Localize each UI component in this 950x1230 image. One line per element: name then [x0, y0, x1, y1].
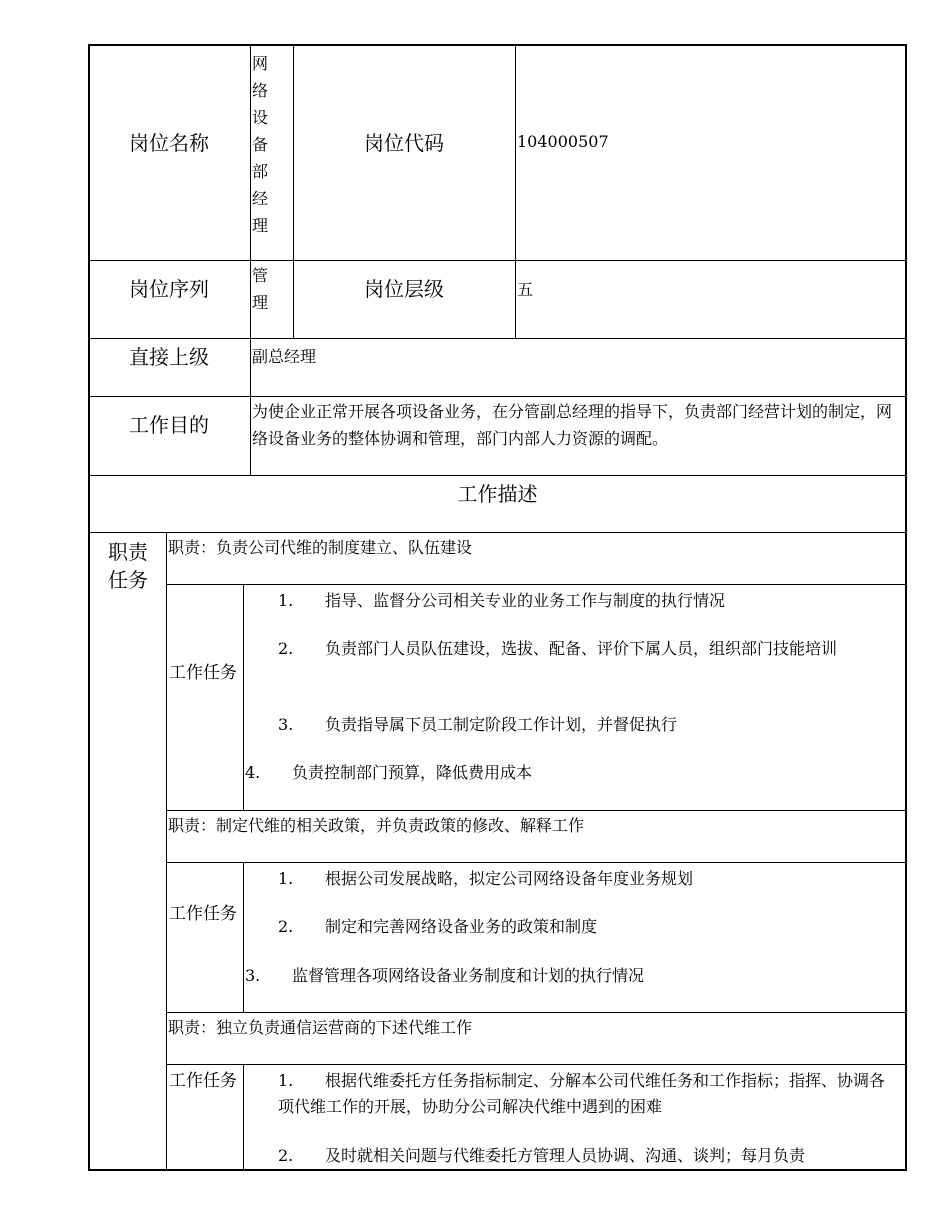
row-divider: [88, 338, 907, 339]
col-divider: [166, 532, 167, 1171]
row-divider: [166, 862, 907, 863]
col-divider: [243, 862, 244, 1012]
task-item: 2. 及时就相关问题与代维委托方管理人员协调、沟通、谈判；每月负责: [278, 1146, 806, 1165]
row-divider: [88, 532, 907, 533]
col-divider: [243, 1064, 244, 1171]
col-divider: [515, 44, 516, 338]
row-divider: [88, 475, 907, 476]
task-item: 3. 负责指导属下员工制定阶段工作计划，并督促执行: [278, 715, 678, 734]
description-title: 工作描述: [457, 482, 538, 506]
row-divider: [166, 1012, 907, 1013]
task-item: 1. 根据代维委托方任务指标制定、分解本公司代维任务和工作指标；指挥、协调各项代维工作的开展，协助分公司解决代维中遇到的困难: [278, 1071, 886, 1116]
task-label: 工作任务: [169, 1071, 237, 1091]
row-divider: [88, 396, 907, 397]
post-code-label: 岗位代码: [364, 131, 444, 155]
row-divider: [166, 1064, 907, 1065]
col-divider: [243, 584, 244, 810]
superior-label: 直接上级: [129, 345, 209, 369]
row-divider: [88, 260, 907, 261]
duties-label: 职责任务: [108, 540, 148, 592]
post-level-value: 五: [517, 280, 534, 299]
purpose-label: 工作目的: [129, 413, 209, 437]
task-label: 工作任务: [169, 904, 237, 924]
post-series-value: 管理: [252, 266, 269, 312]
duty-title: 职责：独立负责通信运营商的下述代维工作: [168, 1018, 473, 1037]
task-item: 1. 指导、监督分公司相关专业的业务工作与制度的执行情况: [278, 591, 726, 610]
row-divider: [166, 584, 907, 585]
purpose-value: 为使企业正常开展各项设备业务，在分管副总经理的指导下，负责部门经营计划的制定，网络设备业务的整体协调和管理，部门内部人力资源的调配。: [252, 402, 893, 448]
task-item: 3. 监督管理各项网络设备业务制度和计划的执行情况: [245, 966, 645, 985]
task-item: 2. 制定和完善网络设备业务的政策和制度: [278, 917, 598, 936]
task-label: 工作任务: [169, 663, 237, 683]
post-name-label: 岗位名称: [129, 131, 209, 155]
task-item: 1. 根据公司发展战略，拟定公司网络设备年度业务规划: [278, 869, 694, 888]
duty-title: 职责：负责公司代维的制度建立、队伍建设: [168, 538, 473, 557]
post-code-value: 104000507: [517, 132, 609, 151]
post-name-value: 网络设备部经理: [252, 54, 269, 235]
post-series-label: 岗位序列: [129, 277, 209, 301]
task-item: 4. 负责控制部门预算，降低费用成本: [245, 763, 533, 782]
duty-title: 职责：制定代维的相关政策，并负责政策的修改、解释工作: [168, 816, 585, 835]
task-item: 2. 负责部门人员队伍建设，选拔、配备、评价下属人员，组织部门技能培训: [278, 639, 838, 658]
row-divider: [166, 810, 907, 811]
superior-value: 副总经理: [252, 347, 317, 366]
col-divider: [250, 44, 251, 475]
post-level-label: 岗位层级: [364, 277, 444, 301]
